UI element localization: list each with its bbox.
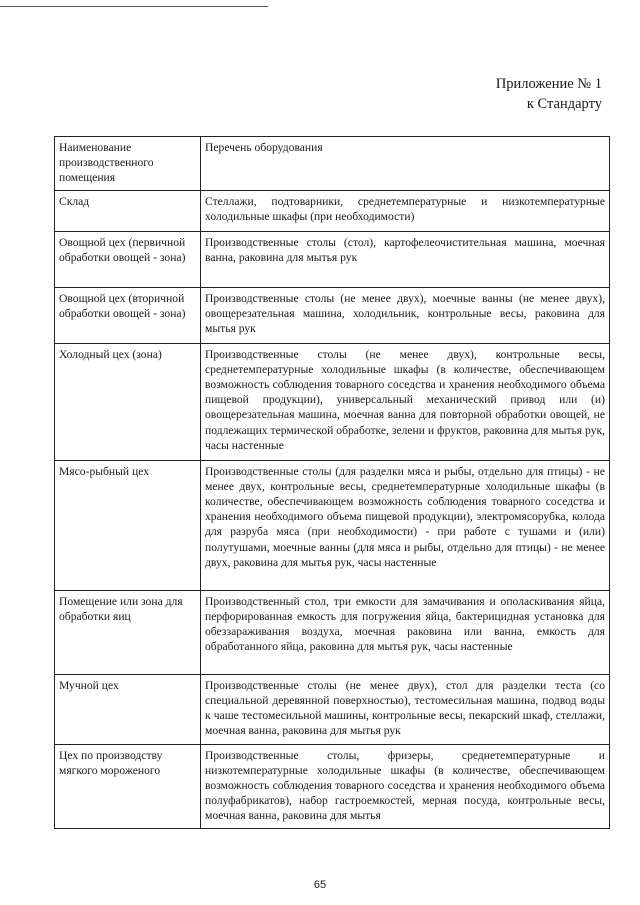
appendix-subtitle: к Стандарту — [526, 96, 602, 112]
table-row — [55, 590, 610, 674]
scan-edge-line — [0, 6, 268, 7]
table-row — [55, 190, 610, 231]
room-cell: Овощной цех (первичной обработки овощей - зона) — [55, 231, 201, 287]
equipment-cell: Производственные столы (не менее двух), стол для разделки теста (со специальной деревянной поверхностью), тестомесильная машина, подвод воды к чаше тестомесильной машины, контрольные весы, пекарский шкаф, стеллажи, моечная ванна, раковина для мытья рук — [201, 674, 610, 744]
room-cell: Холодный цех (зона) — [55, 343, 201, 460]
equipment-cell: Производственные столы (не менее двух), моечные ванны (не менее двух), овощерезательная машина, холодильник, контрольные весы, раковина для мытья рук — [201, 287, 610, 343]
room-cell: Мучной цех — [55, 674, 201, 744]
appendix-title: Приложение № 1 — [495, 76, 602, 92]
equipment-cell: Производственные столы (не менее двух), контрольные весы, среднетемпературные холодильные шкафы (в количестве, обеспечивающем возможность соблюдения товарного соседства и хранения необходимого объема пищевой продукции), универсальный механический привод или (и) овощерезательная машина, моечная ванна для повторной обработки овощей, не подлежащих термической обработке, зелени и фруктов, раковина для мытья рук, часы настенные — [201, 343, 610, 460]
room-cell: Склад — [55, 190, 201, 231]
room-cell: Цех по производству мягкого мороженого — [55, 744, 201, 828]
room-cell: Мясо-рыбный цех — [55, 460, 201, 590]
equipment-cell: Производственные столы (стол), картофелеочистительная машина, моечная ванна, раковина для мытья рук — [201, 231, 610, 287]
equipment-cell: Производственные столы, фризеры, среднетемпературные и низкотемпературные холодильные шкафы (в количестве, обеспечивающем возможность соблюдения товарного соседства и хранения необходимого объема полуфабрикатов), набор гастроемкостей, мерная посуда, контрольные весы, моечная ванна, раковина для мытья — [201, 744, 610, 828]
table-row — [55, 674, 610, 744]
equipment-cell: Стеллажи, подтоварники, среднетемпературные и низкотемпературные холодильные шкафы (при необходимости) — [201, 190, 610, 231]
table-row — [55, 744, 610, 828]
equipment-cell: Производственный стол, три емкости для замачивания и ополаскивания яйца, перфорированная емкость для погружения яйца, бактерицидная установка для обеззараживания воздуха, моечная раковина или ванна, емкость для обработанного яйца, раковина для мытья рук, часы настенные — [201, 590, 610, 674]
table-row — [55, 231, 610, 287]
table-row — [55, 343, 610, 460]
header-equipment-cell: Перечень оборудования — [201, 137, 610, 191]
table-row — [55, 460, 610, 590]
equipment-table — [54, 136, 610, 829]
room-cell: Помещение или зона для обработки яиц — [55, 590, 201, 674]
appendix-heading — [496, 74, 602, 114]
room-cell: Овощной цех (вторичной обработки овощей - зона) — [55, 287, 201, 343]
header-room-cell: Наименование производственного помещения — [55, 137, 201, 191]
table-header-row — [55, 137, 610, 191]
page-number: 65 — [313, 879, 327, 891]
equipment-cell: Производственные столы (для разделки мяса и рыбы, отдельно для птицы) - не менее двух, контрольные весы, среднетемпературные холодильные шкафы (в количестве, обеспечивающем возможность соблюдения товарного соседства и хранения необходимого объема пищевой продукции), электромясорубка, колода для разруба мяса (при необходимости) - при работе с тушами и (или) полутушами, моечные ванны (для мяса и рыбы, отдельно для птицы) - не менее двух, раковина для мытья рук, часы настенные — [201, 460, 610, 590]
table-row — [55, 287, 610, 343]
